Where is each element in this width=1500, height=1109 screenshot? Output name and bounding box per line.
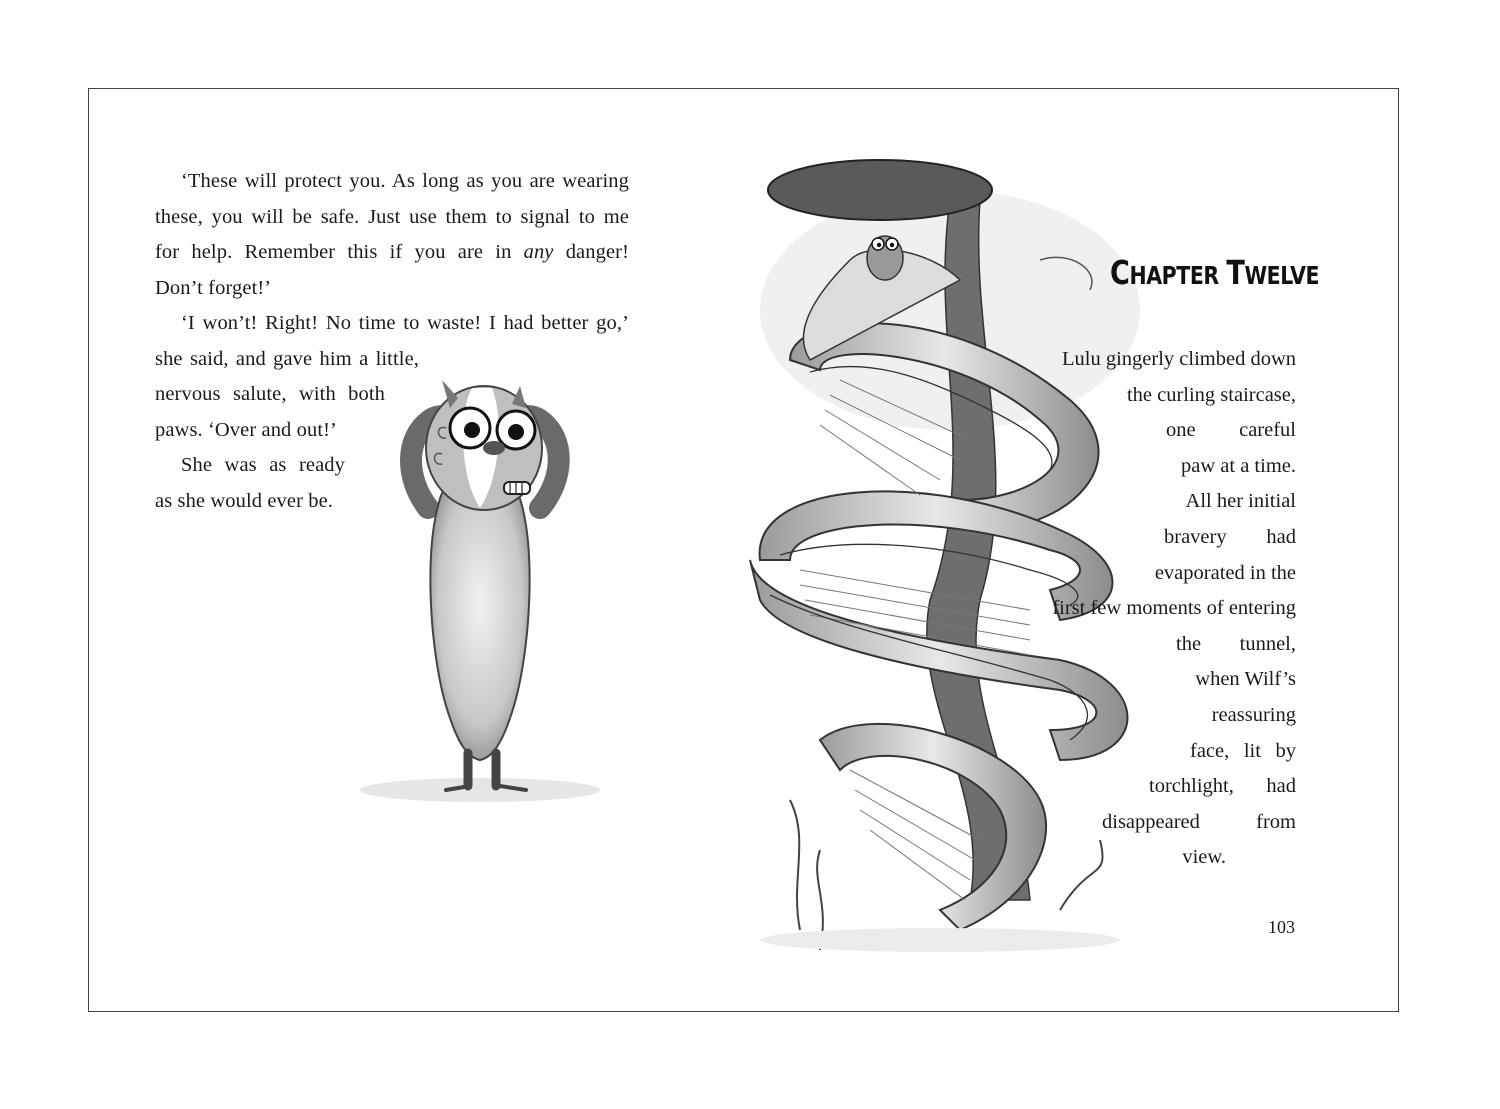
- text-line: the curling staircase,: [1126, 383, 1296, 406]
- text-line: paws. ‘Over and out!’: [155, 418, 337, 441]
- text-line: evaporated in the: [1154, 561, 1296, 584]
- text-line: view.: [1182, 846, 1226, 869]
- right-page-text: [1016, 342, 1296, 876]
- text-line: reassuring: [1211, 703, 1296, 726]
- text-line: bravery had: [1164, 525, 1296, 548]
- text-line: she said, and gave him a little,: [155, 347, 419, 370]
- text-line: ‘I won’t! Right! No time to waste! I had better go,’: [181, 312, 629, 334]
- text-line: All her initial: [1185, 490, 1296, 513]
- chapter-title: CHAPTER TWELVE: [1110, 253, 1320, 292]
- text-line: ‘These will protect you. As long as you are wearing: [181, 170, 629, 192]
- text-line: nervous salute, with both: [155, 383, 385, 405]
- text-line: these, you will be safe. Just use them to signal to me: [155, 205, 629, 228]
- text-line: the tunnel,: [1176, 632, 1296, 655]
- text-line: for help. Remember this if you are in any danger!: [155, 241, 630, 263]
- text-line: torchlight, had: [1149, 775, 1296, 798]
- text-line: when Wilf’s: [1195, 668, 1296, 691]
- text-line: first few moments of entering: [1052, 597, 1296, 620]
- hamster-illustration: [350, 358, 620, 828]
- text-line: face, lit by: [1190, 739, 1296, 762]
- text-line: She was as ready: [181, 454, 345, 476]
- text-line: Don’t forget!’: [155, 276, 272, 299]
- text-line: as she would ever be.: [155, 489, 334, 512]
- emphasis-text: any: [523, 241, 554, 263]
- page-number: 103: [1268, 917, 1295, 937]
- text-line: Lulu gingerly climbed down: [1062, 348, 1296, 370]
- text-line: disappeared from: [1102, 810, 1296, 833]
- text-line: one careful: [1166, 419, 1296, 442]
- text-line: paw at a time.: [1181, 454, 1296, 477]
